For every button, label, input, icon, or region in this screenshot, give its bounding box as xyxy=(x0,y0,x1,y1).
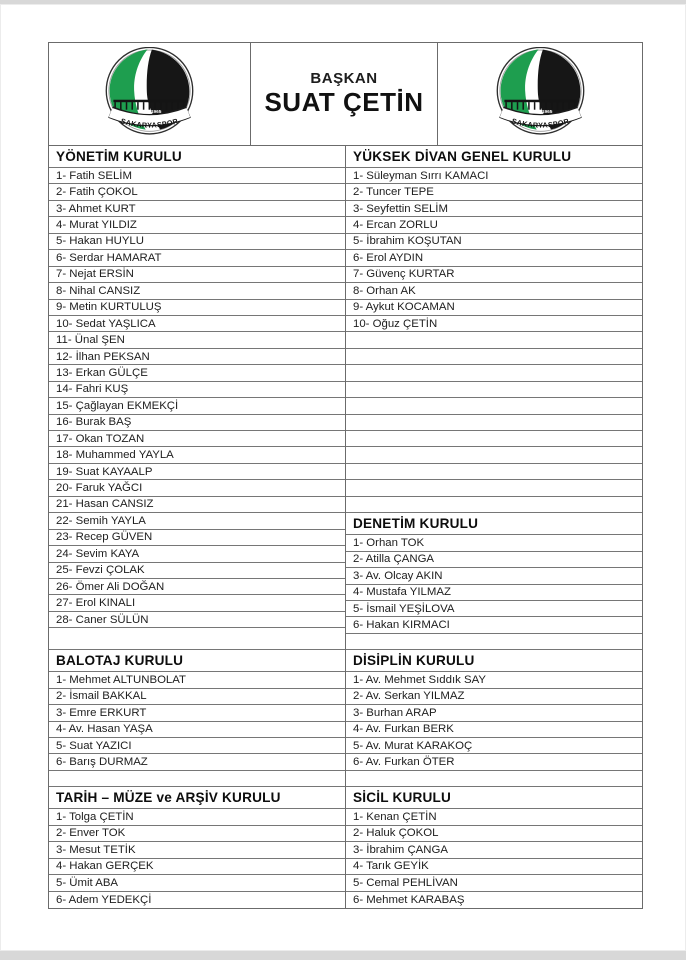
member-row: 6- Serdar HAMARAT xyxy=(49,250,345,266)
empty-row xyxy=(346,497,642,513)
sakaryaspor-crest-right xyxy=(493,47,588,142)
member-row: 2- Enver TOK xyxy=(49,826,345,842)
committees-table xyxy=(48,42,643,909)
member-row: 6- Hakan KIRMACI xyxy=(346,617,642,633)
member-row: 5- Hakan HUYLU xyxy=(49,234,345,250)
member-row: 23- Recep GÜVEN xyxy=(49,530,345,546)
member-row: 4- Ercan ZORLU xyxy=(346,217,642,233)
member-row: 8- Orhan AK xyxy=(346,283,642,299)
committee-title: YÖNETİM KURULU xyxy=(49,146,345,168)
member-row: 3- Seyfettin SELİM xyxy=(346,201,642,217)
committee-title: TARİH – MÜZE ve ARŞİV KURULU xyxy=(49,787,345,809)
member-row: 11- Ünal ŞEN xyxy=(49,332,345,348)
member-row: 24- Sevim KAYA xyxy=(49,546,345,562)
empty-row xyxy=(346,634,642,650)
table-body xyxy=(49,146,642,908)
member-row: 3- Av. Olcay AKIN xyxy=(346,568,642,584)
member-row: 3- Burhan ARAP xyxy=(346,705,642,721)
member-row: 1- Fatih SELİM xyxy=(49,168,345,184)
member-row: 6- Adem YEDEKÇİ xyxy=(56,893,152,906)
empty-row xyxy=(346,447,642,463)
empty-row xyxy=(49,628,345,650)
member-row: 10- Sedat YAŞLICA xyxy=(49,316,345,332)
sakaryaspor-crest-left xyxy=(102,47,197,142)
member-row: 5- İbrahim KOŞUTAN xyxy=(346,234,642,250)
member-row: 4- Av. Hasan YAŞA xyxy=(49,722,345,738)
member-row: 6- Erol AYDIN xyxy=(346,250,642,266)
member-row: 2- Fatih ÇOKOL xyxy=(49,184,345,200)
member-row: 5- İsmail YEŞİLOVA xyxy=(346,601,642,617)
member-row: 2- Av. Serkan YILMAZ xyxy=(346,689,642,705)
member-row: 22- Semih YAYLA xyxy=(49,513,345,529)
member-row: 5- Suat YAZICI xyxy=(49,738,345,754)
member-row: 3- İbrahim ÇANGA xyxy=(346,842,642,858)
president-name: SUAT ÇETİN xyxy=(264,87,424,118)
member-row: 6- Av. Furkan ÖTER xyxy=(346,754,642,770)
member-row: 3- Ahmet KURT xyxy=(49,201,345,217)
member-row: 27- Erol KINALI xyxy=(49,595,345,611)
member-row: 21- Hasan CANSIZ xyxy=(49,497,345,513)
left-committees-column xyxy=(49,146,346,908)
member-row: 2- Haluk ÇOKOL xyxy=(346,826,642,842)
empty-row xyxy=(346,771,642,787)
member-row: 19- Suat KAYAALP xyxy=(49,464,345,480)
member-row: 4- Tarık GEYİK xyxy=(346,859,642,875)
member-row: 5- Av. Murat KARAKOÇ xyxy=(346,738,642,754)
empty-row xyxy=(346,349,642,365)
empty-row xyxy=(346,431,642,447)
committee-title: BALOTAJ KURULU xyxy=(49,650,345,672)
document-page xyxy=(0,4,686,951)
member-row: 4- Mustafa YILMAZ xyxy=(346,585,642,601)
committee-title: DİSİPLİN KURULU xyxy=(346,650,642,672)
member-row: 9- Aykut KOCAMAN xyxy=(346,300,642,316)
member-row: 18- Muhammed YAYLA xyxy=(49,447,345,463)
club-crest-cell-left xyxy=(49,43,251,145)
member-row: 6- Mehmet KARABAŞ xyxy=(353,893,465,906)
member-row: 1- Av. Mehmet Sıddık SAY xyxy=(346,672,642,688)
member-row: 1- Mehmet ALTUNBOLAT xyxy=(49,672,345,688)
member-row: 25- Fevzi ÇOLAK xyxy=(49,563,345,579)
member-row: 10- Oğuz ÇETİN xyxy=(346,316,642,332)
committee-title: SİCİL KURULU xyxy=(346,787,642,809)
member-row: 17- Okan TOZAN xyxy=(49,431,345,447)
member-row: 8- Nihal CANSIZ xyxy=(49,283,345,299)
member-row: 6- Barış DURMAZ xyxy=(49,754,345,770)
empty-row xyxy=(346,415,642,431)
member-row: 20- Faruk YAĞCI xyxy=(49,480,345,496)
club-crest-cell-right xyxy=(438,43,642,145)
member-row: 4- Hakan GERÇEK xyxy=(49,859,345,875)
member-row: 1- Süleyman Sırrı KAMACI xyxy=(346,168,642,184)
member-row: 28- Caner SÜLÜN xyxy=(49,612,345,628)
empty-row xyxy=(346,464,642,480)
member-row: 1- Tolga ÇETİN xyxy=(49,809,345,825)
member-row: 9- Metin KURTULUŞ xyxy=(49,300,345,316)
member-row: 2- İsmail BAKKAL xyxy=(49,689,345,705)
member-row: 5- Cemal PEHLİVAN xyxy=(346,875,642,891)
member-row: 3- Mesut TETİK xyxy=(49,842,345,858)
member-row: 1- Orhan TOK xyxy=(346,535,642,551)
member-row: 15- Çağlayan EKMEKÇİ xyxy=(49,398,345,414)
empty-row xyxy=(346,365,642,381)
committee-title: DENETİM KURULU xyxy=(346,513,642,535)
right-committees-column xyxy=(346,146,642,908)
member-row: 1- Kenan ÇETİN xyxy=(346,809,642,825)
member-row: 14- Fahri KUŞ xyxy=(49,382,345,398)
member-row: 5- Ümit ABA xyxy=(49,875,345,891)
member-row: 4- Av. Furkan BERK xyxy=(346,722,642,738)
member-row: 7- Nejat ERSİN xyxy=(49,267,345,283)
table-header-band xyxy=(49,43,642,146)
member-row: 4- Murat YILDIZ xyxy=(49,217,345,233)
member-row: 2- Tuncer TEPE xyxy=(346,184,642,200)
member-row: 16- Burak BAŞ xyxy=(49,415,345,431)
member-row: 7- Güvenç KURTAR xyxy=(346,267,642,283)
empty-row xyxy=(346,382,642,398)
president-title-cell xyxy=(251,43,438,145)
member-row: 26- Ömer Ali DOĞAN xyxy=(49,579,345,595)
empty-row xyxy=(346,398,642,414)
empty-row xyxy=(49,771,345,787)
member-row: 13- Erkan GÜLÇE xyxy=(49,365,345,381)
committee-title: YÜKSEK DİVAN GENEL KURULU xyxy=(346,146,642,168)
member-row: 3- Emre ERKURT xyxy=(49,705,345,721)
empty-row xyxy=(346,332,642,348)
member-row: 2- Atilla ÇANGA xyxy=(346,552,642,568)
president-role-label: BAŞKAN xyxy=(310,69,378,87)
empty-row xyxy=(346,480,642,496)
member-row: 12- İlhan PEKSAN xyxy=(49,349,345,365)
